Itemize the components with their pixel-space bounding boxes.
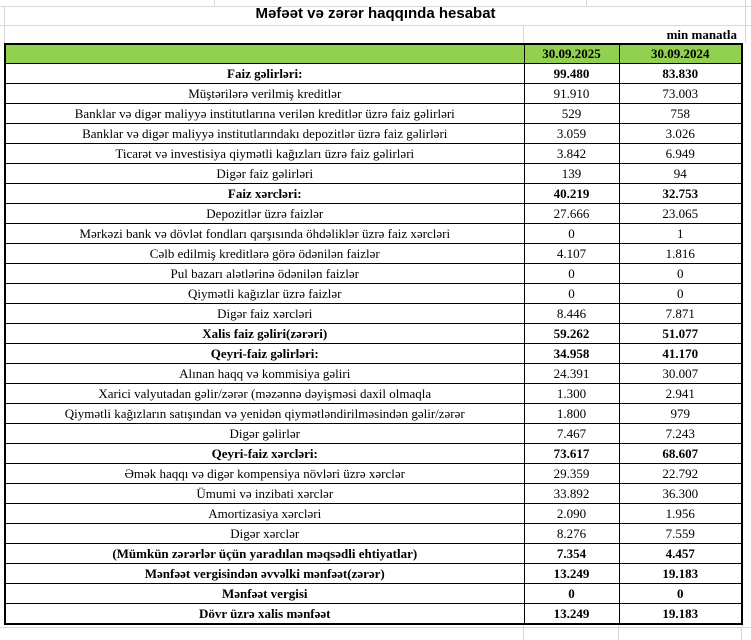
table-row xyxy=(5,544,742,564)
table-row xyxy=(5,324,742,344)
row-value-2024: 0 xyxy=(619,264,742,284)
table-row xyxy=(5,444,742,464)
row-label: Mərkəzi bank və dövlət fondları qarşısında öhdəliklər üzrə faiz xərcləri xyxy=(5,224,524,244)
row-value-2024: 83.830 xyxy=(619,64,742,84)
row-value-2025: 1.300 xyxy=(524,384,619,404)
table-row xyxy=(5,244,742,264)
row-value-2025: 3.059 xyxy=(524,124,619,144)
row-label: Qiymətli kağızların satışından və yenidən qiymətləndirilməsindən gəlir/zərər xyxy=(5,404,524,424)
row-value-2025: 40.219 xyxy=(524,184,619,204)
row-value-2025: 13.249 xyxy=(524,604,619,625)
row-value-2025: 29.359 xyxy=(524,464,619,484)
row-value-2024: 68.607 xyxy=(619,444,742,464)
row-value-2024: 51.077 xyxy=(619,324,742,344)
table-row xyxy=(5,524,742,544)
gridline xyxy=(0,25,751,26)
table-row xyxy=(5,464,742,484)
row-value-2025: 1.800 xyxy=(524,404,619,424)
row-value-2025: 33.892 xyxy=(524,484,619,504)
row-label: Ümumi və inzibati xərclər xyxy=(5,484,524,504)
row-label: Qiymətli kağızlar üzrə faizlər xyxy=(5,284,524,304)
row-label: Banklar və digər maliyyə institutlarına verilən kreditlər üzrə faiz gəlirləri xyxy=(5,104,524,124)
table-row xyxy=(5,344,742,364)
row-label: Qeyri-faiz xərcləri: xyxy=(5,444,524,464)
gridline xyxy=(618,625,619,640)
row-label: (Mümkün zərərlər üçün yaradılan məqsədli ehtiyatlar) xyxy=(5,544,524,564)
row-value-2025: 0 xyxy=(524,224,619,244)
header-cell-2025: 30.09.2025 xyxy=(524,44,619,64)
row-value-2024: 30.007 xyxy=(619,364,742,384)
table-row xyxy=(5,224,742,244)
row-value-2024: 6.949 xyxy=(619,144,742,164)
row-value-2025: 8.446 xyxy=(524,304,619,324)
row-label: Faiz xərcləri: xyxy=(5,184,524,204)
row-value-2024: 1 xyxy=(619,224,742,244)
gridline xyxy=(523,625,524,640)
row-label: Xalis faiz gəliri(zərəri) xyxy=(5,324,524,344)
row-value-2025: 3.842 xyxy=(524,144,619,164)
row-value-2024: 19.183 xyxy=(619,604,742,625)
row-value-2025: 27.666 xyxy=(524,204,619,224)
table-row xyxy=(5,504,742,524)
row-label: Cəlb edilmiş kreditlərə görə ödənilən faizlər xyxy=(5,244,524,264)
row-value-2025: 0 xyxy=(524,584,619,604)
table-row xyxy=(5,64,742,84)
row-value-2025: 34.958 xyxy=(524,344,619,364)
table-row xyxy=(5,564,742,584)
row-label: Faiz gəlirləri: xyxy=(5,64,524,84)
row-value-2024: 4.457 xyxy=(619,544,742,564)
table-row xyxy=(5,164,742,184)
row-value-2025: 8.276 xyxy=(524,524,619,544)
row-value-2024: 979 xyxy=(619,404,742,424)
row-label: Digər faiz gəlirləri xyxy=(5,164,524,184)
row-value-2024: 7.559 xyxy=(619,524,742,544)
row-label: Depozitlər üzrə faizlər xyxy=(5,204,524,224)
row-value-2024: 36.300 xyxy=(619,484,742,504)
table-row xyxy=(5,284,742,304)
header-row xyxy=(5,44,742,64)
row-value-2024: 73.003 xyxy=(619,84,742,104)
row-value-2024: 32.753 xyxy=(619,184,742,204)
table-row xyxy=(5,604,742,625)
row-label: Mənfəət vergisi xyxy=(5,584,524,604)
table-row xyxy=(5,384,742,404)
row-label: Müştərilərə verilmiş kreditlər xyxy=(5,84,524,104)
row-label: Digər faiz xərcləri xyxy=(5,304,524,324)
table-row xyxy=(5,204,742,224)
row-value-2024: 7.871 xyxy=(619,304,742,324)
row-label: Amortizasiya xərcləri xyxy=(5,504,524,524)
row-value-2025: 7.467 xyxy=(524,424,619,444)
table-row xyxy=(5,264,742,284)
row-value-2025: 529 xyxy=(524,104,619,124)
row-label: Banklar və digər maliyyə institutlarındakı depozitlər üzrə faiz gəlirləri xyxy=(5,124,524,144)
row-value-2025: 0 xyxy=(524,284,619,304)
table-row xyxy=(5,484,742,504)
row-value-2024: 3.026 xyxy=(619,124,742,144)
gridline xyxy=(0,627,751,628)
row-value-2025: 2.090 xyxy=(524,504,619,524)
row-value-2024: 22.792 xyxy=(619,464,742,484)
row-value-2024: 19.183 xyxy=(619,564,742,584)
row-value-2025: 91.910 xyxy=(524,84,619,104)
table-row xyxy=(5,304,742,324)
row-label: Ticarət və investisiya qiymətli kağızları üzrə faiz gəlirləri xyxy=(5,144,524,164)
row-value-2025: 73.617 xyxy=(524,444,619,464)
row-value-2025: 99.480 xyxy=(524,64,619,84)
row-value-2025: 139 xyxy=(524,164,619,184)
row-label: Digər xərclər xyxy=(5,524,524,544)
unit-note: min manatla xyxy=(666,27,737,42)
report-table-body xyxy=(5,64,742,625)
table-row xyxy=(5,124,742,144)
report-table xyxy=(4,43,743,625)
row-label: Qeyri-faiz gəlirləri: xyxy=(5,344,524,364)
table-row xyxy=(5,144,742,164)
row-value-2025: 59.262 xyxy=(524,324,619,344)
header-cell-empty xyxy=(5,44,524,64)
report-title: Məfəət və zərər haqqında hesabat xyxy=(255,5,496,22)
header-cell-2024: 30.09.2024 xyxy=(619,44,742,64)
gridline xyxy=(741,625,742,640)
row-label: Pul bazarı alətlərinə ödənilən faizlər xyxy=(5,264,524,284)
row-value-2024: 94 xyxy=(619,164,742,184)
gridline xyxy=(523,25,524,43)
row-value-2024: 23.065 xyxy=(619,204,742,224)
table-row xyxy=(5,184,742,204)
row-value-2024: 1.956 xyxy=(619,504,742,524)
table-row xyxy=(5,404,742,424)
row-label: Əmək haqqı və digər kompensiya növləri üzrə xərclər xyxy=(5,464,524,484)
row-label: Digər gəlirlər xyxy=(5,424,524,444)
row-value-2024: 1.816 xyxy=(619,244,742,264)
table-row xyxy=(5,424,742,444)
table-row xyxy=(5,84,742,104)
table-row xyxy=(5,104,742,124)
row-value-2025: 7.354 xyxy=(524,544,619,564)
row-value-2024: 0 xyxy=(619,284,742,304)
row-value-2024: 758 xyxy=(619,104,742,124)
row-label: Alınan haqq və kommisiya gəliri xyxy=(5,364,524,384)
table-row xyxy=(5,364,742,384)
row-value-2024: 0 xyxy=(619,584,742,604)
row-value-2025: 4.107 xyxy=(524,244,619,264)
table-row xyxy=(5,584,742,604)
row-label: Mənfəət vergisindən əvvəlki mənfəət(zərər) xyxy=(5,564,524,584)
row-value-2024: 7.243 xyxy=(619,424,742,444)
row-value-2025: 13.249 xyxy=(524,564,619,584)
row-value-2025: 0 xyxy=(524,264,619,284)
row-value-2024: 41.170 xyxy=(619,344,742,364)
row-label: Dövr üzrə xalis mənfəət xyxy=(5,604,524,625)
row-value-2025: 24.391 xyxy=(524,364,619,384)
row-label: Xarici valyutadan gəlir/zərər (məzənnə dəyişməsi daxil olmaqla xyxy=(5,384,524,404)
row-value-2024: 2.941 xyxy=(619,384,742,404)
